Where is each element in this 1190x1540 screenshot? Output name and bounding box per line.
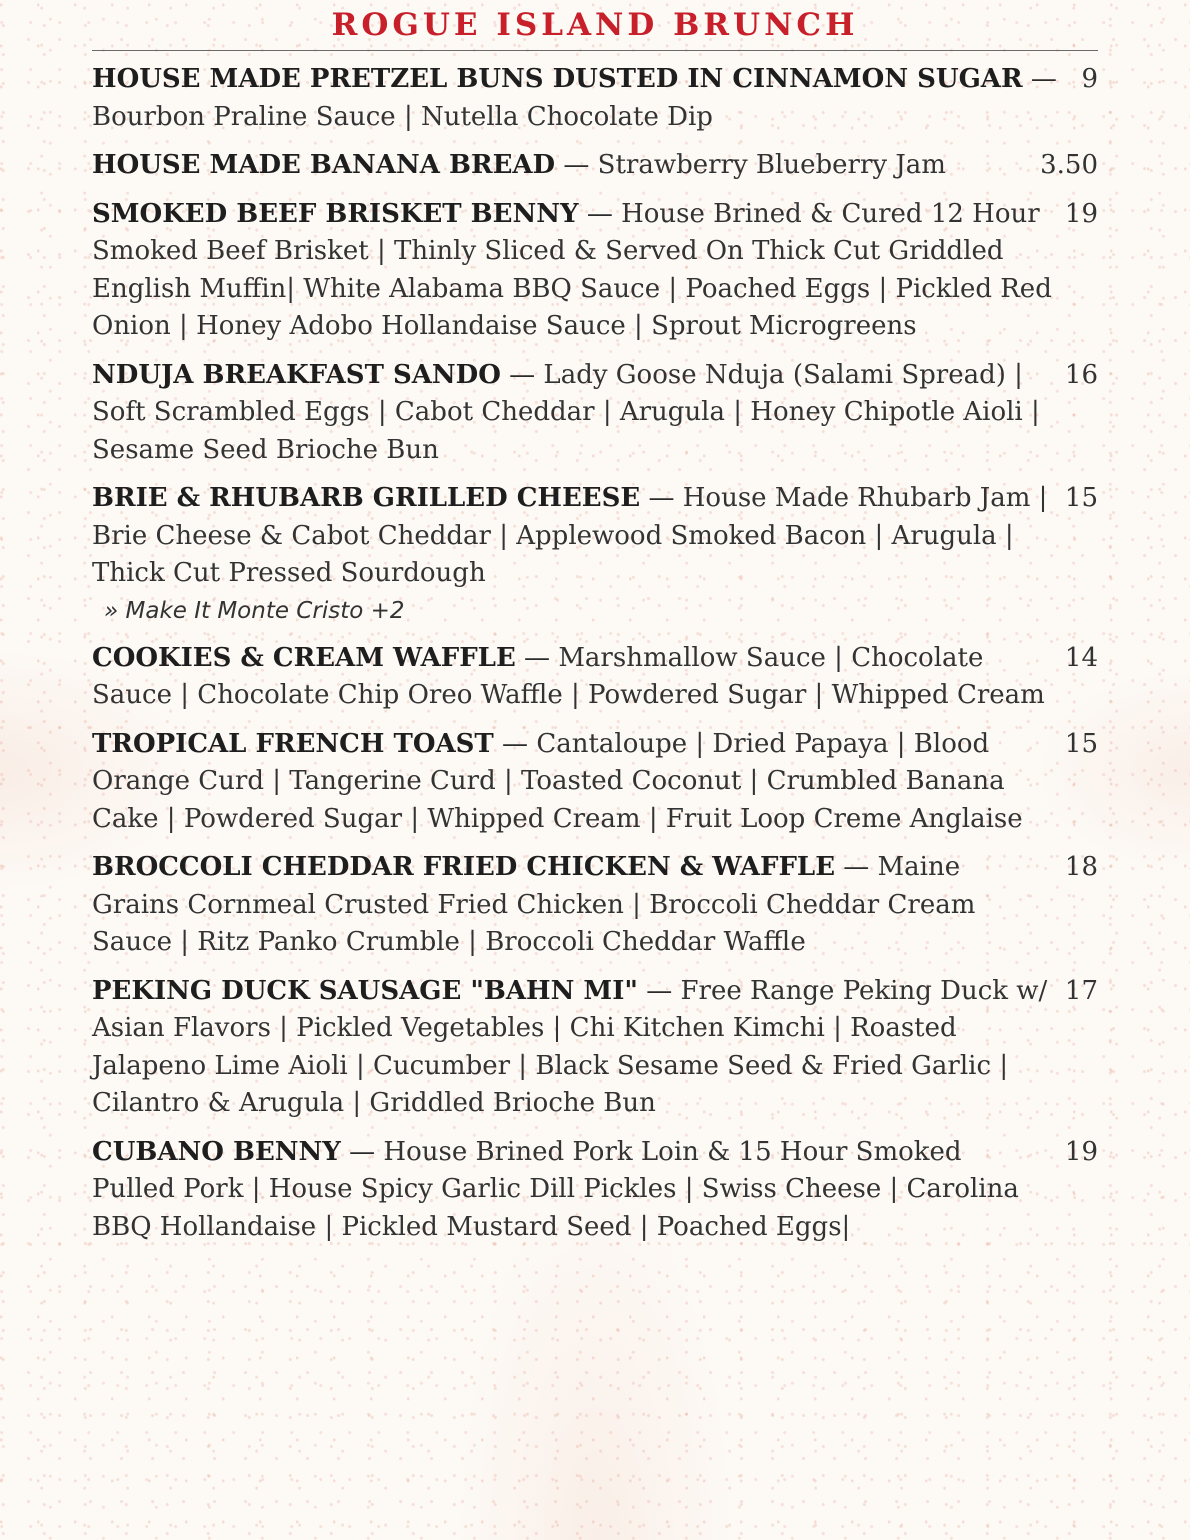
item-description: Strawberry Blueberry Jam: [597, 150, 946, 180]
item-price: 19: [1064, 1136, 1098, 1167]
item-name: SMOKED BEEF BRISKET BENNY: [92, 198, 579, 229]
item-description: Maine Grains Cornmeal Crusted Fried Chicken | Broccoli Cheddar Cream Sauce | Ritz Panko Crumble | Broccoli Cheddar Waffle: [92, 852, 976, 957]
item-description: House Made Rhubarb Jam | Brie Cheese & Cabot Cheddar | Applewood Smoked Bacon | Arugula | Thick Cut Pressed Sourdough: [92, 483, 1048, 588]
item-name: BROCCOLI CHEDDAR FRIED CHICKEN & WAFFLE: [92, 852, 836, 882]
item-price: 17: [1064, 975, 1098, 1006]
item-description: House Brined Pork Loin & 15 Hour Smoked Pulled Pork | House Spicy Garlic Dill Pickles | Swiss Cheese | Carolina BBQ Hollandaise | Pickled Mustard Seed | Poached Eggs|: [92, 1136, 1019, 1242]
menu-item: TROPICAL FRENCH TOAST — Cantaloupe | Dried Papaya | Blood Orange Curd | Tangerine Curd | Toasted Coconut | Crumbled Banana Cake | Powdered Sugar | Whipped Cream | Fruit Loop Creme Anglaise 15: [92, 726, 1098, 839]
item-price: 14: [1064, 642, 1098, 673]
item-name: TROPICAL FRENCH TOAST: [92, 728, 494, 759]
item-description: Lady Goose Nduja (Salami Spread) | Soft Scrambled Eggs | Cabot Cheddar | Arugula | Honey Chipotle Aioli | Sesame Seed Brioche Bun: [92, 359, 1040, 465]
item-price: 16: [1064, 359, 1098, 390]
menu-item: BROCCOLI CHEDDAR FRIED CHICKEN & WAFFLE — Maine Grains Cornmeal Crusted Fried Chicken | Broccoli Cheddar Cream Sauce | Ritz Panko Crumble | Broccoli Cheddar Waffle 18: [92, 849, 1098, 962]
menu-title: ROGUE ISLAND BRUNCH: [92, 0, 1098, 51]
menu-items: [92, 61, 1098, 1246]
item-description: Marshmallow Sauce | Chocolate Sauce | Chocolate Chip Oreo Waffle | Powdered Sugar | Whipped Cream: [92, 642, 1045, 710]
menu-item: COOKIES & CREAM WAFFLE — Marshmallow Sauce | Chocolate Sauce | Chocolate Chip Oreo Waffle | Powdered Sugar | Whipped Cream 14: [92, 640, 1098, 715]
item-name: COOKIES & CREAM WAFFLE: [92, 642, 516, 673]
menu-item: CUBANO BENNY — House Brined Pork Loin & 15 Hour Smoked Pulled Pork | House Spicy Garlic Dill Pickles | Swiss Cheese | Carolina BBQ Hollandaise | Pickled Mustard Seed | Poached Eggs| 19: [92, 1134, 1098, 1247]
menu-item: NDUJA BREAKFAST SANDO — Lady Goose Nduja (Salami Spread) | Soft Scrambled Eggs | Cabot Cheddar | Arugula | Honey Chipotle Aioli | Sesame Seed Brioche Bun 16: [92, 357, 1098, 470]
item-price: 19: [1064, 198, 1098, 229]
item-price: 15: [1064, 728, 1098, 759]
item-description: Cantaloupe | Dried Papaya | Blood Orange Curd | Tangerine Curd | Toasted Coconut | Crumbled Banana Cake | Powdered Sugar | Whipped Cream | Fruit Loop Creme Anglaise: [92, 728, 1023, 834]
item-name: HOUSE MADE PRETZEL BUNS DUSTED IN CINNAMON SUGAR: [92, 64, 1023, 94]
item-price: 15: [1064, 483, 1098, 513]
item-option: » Make It Monte Cristo +2: [104, 597, 405, 624]
item-price: 3.50: [1040, 150, 1098, 180]
item-name: PEKING DUCK SAUSAGE "BAHN MI": [92, 975, 638, 1006]
brunch-menu: [92, 0, 1098, 1257]
item-name: CUBANO BENNY: [92, 1136, 341, 1167]
menu-item: HOUSE MADE PRETZEL BUNS DUSTED IN CINNAMON SUGAR — Bourbon Praline Sauce | Nutella Chocolate Dip 9: [92, 61, 1098, 136]
item-description: Free Range Peking Duck w/ Asian Flavors | Pickled Vegetables | Chi Kitchen Kimchi | Roasted Jalapeno Lime Aioli | Cucumber | Black Sesame Seed & Fried Garlic | Cilantro & Arugula | Griddled Brioche Bun: [92, 975, 1048, 1118]
item-name: NDUJA BREAKFAST SANDO: [92, 359, 501, 390]
item-name: BRIE & RHUBARB GRILLED CHEESE: [92, 483, 641, 513]
menu-item: SMOKED BEEF BRISKET BENNY — House Brined & Cured 12 Hour Smoked Beef Brisket | Thinly Sliced & Served On Thick Cut Griddled English Muffin| White Alabama BBQ Sauce | Poached Eggs | Pickled Red Onion | Honey Adobo Hollandaise Sauce | Sprout Microgreens 19: [92, 196, 1098, 346]
menu-item: HOUSE MADE BANANA BREAD — Strawberry Blueberry Jam 3.50: [92, 147, 1098, 185]
menu-item: BRIE & RHUBARB GRILLED CHEESE — House Made Rhubarb Jam | Brie Cheese & Cabot Cheddar | Applewood Smoked Bacon | Arugula | Thick Cut Pressed Sourdough » Make It Monte Cristo +2 15: [92, 480, 1098, 629]
item-description: House Brined & Cured 12 Hour Smoked Beef Brisket | Thinly Sliced & Served On Thick Cut Griddled English Muffin| White Alabama BBQ Sauce | Poached Eggs | Pickled Red Onion | Honey Adobo Hollandaise Sauce | Sprout Microgreens: [92, 198, 1052, 341]
item-name: HOUSE MADE BANANA BREAD: [92, 150, 556, 180]
item-price: 18: [1064, 852, 1098, 882]
menu-item: PEKING DUCK SAUSAGE "BAHN MI" — Free Range Peking Duck w/ Asian Flavors | Pickled Vegetables | Chi Kitchen Kimchi | Roasted Jalapeno Lime Aioli | Cucumber | Black Sesame Seed & Fried Garlic | Cilantro & Arugula | Griddled Brioche Bun 17: [92, 973, 1098, 1123]
item-price: 9: [1081, 64, 1098, 94]
item-description: Bourbon Praline Sauce | Nutella Chocolate Dip: [92, 101, 713, 132]
